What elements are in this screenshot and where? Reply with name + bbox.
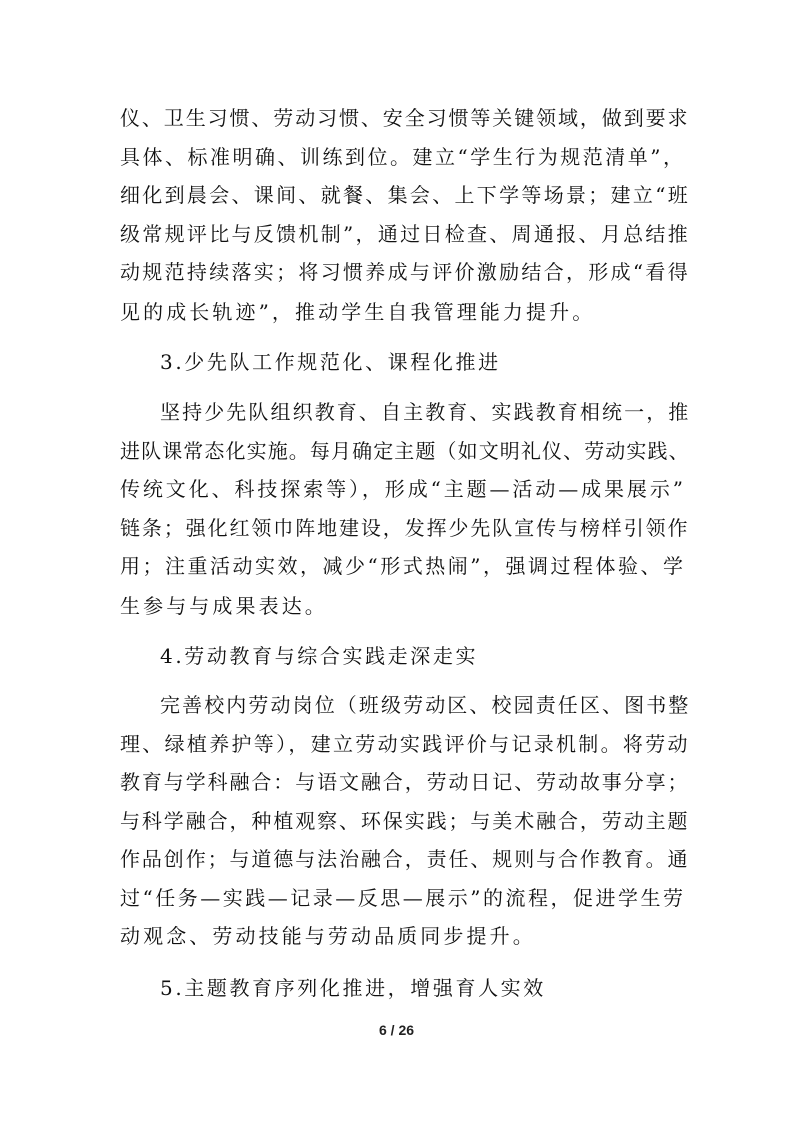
paragraph-line: 仪、卫生习惯、劳动习惯、安全习惯等关键领域，做到要求	[120, 106, 690, 130]
section-heading-3: 3.少先队工作规范化、课程化推进	[160, 350, 501, 374]
paragraph-line: 见的成长轨迹”，推动学生自我管理能力提升。	[120, 300, 596, 324]
paragraph-line: 传统文化、科技探索等），形成“主题—活动—成果展示”	[120, 477, 686, 501]
paragraph-line: 动观念、劳动技能与劳动品质同步提升。	[120, 924, 536, 948]
page-number: 6 / 26	[378, 1022, 415, 1038]
paragraph-line: 作品创作；与道德与法治融合，责任、规则与合作教育。通	[120, 847, 690, 871]
paragraph-line: 过“任务—实践—记录—反思—展示”的流程，促进学生劳	[120, 886, 686, 910]
section-heading-4: 4.劳动教育与综合实践走深走实	[160, 644, 479, 668]
paragraph-line: 理、绿植养护等），建立劳动实践评价与记录机制。将劳动	[120, 732, 690, 756]
section-heading-5: 5.主题教育序列化推进，增强育人实效	[160, 976, 546, 1000]
paragraph-line: 完善校内劳动岗位（班级劳动区、校园责任区、图书整	[160, 693, 691, 717]
paragraph-line: 用；注重活动实效，减少“形式热闹”，强调过程体验、学	[120, 554, 686, 578]
paragraph-line: 坚持少先队组织教育、自主教育、实践教育相统一，推	[160, 400, 691, 424]
paragraph-line: 教育与学科融合：与语文融合，劳动日记、劳动故事分享；	[120, 770, 690, 794]
paragraph-line: 级常规评比与反馈机制”，通过日检查、周通报、月总结推	[120, 222, 691, 246]
paragraph-line: 细化到晨会、课间、就餐、集会、上下学等场景；建立“班	[120, 183, 691, 207]
paragraph-line: 具体、标准明确、训练到位。建立“学生行为规范清单”，	[120, 145, 686, 169]
paragraph-line: 动规范持续落实；将习惯养成与评价激励结合，形成“看得	[120, 260, 691, 284]
paragraph-line: 进队课常态化实施。每月确定主题（如文明礼仪、劳动实践、	[120, 439, 690, 463]
paragraph-line: 生参与与成果表达。	[120, 594, 328, 618]
paragraph-line: 链条；强化红领巾阵地建设，发挥少先队宣传与榜样引领作	[120, 516, 690, 540]
paragraph-line: 与科学融合，种植观察、环保实践；与美术融合，劳动主题	[120, 809, 690, 833]
